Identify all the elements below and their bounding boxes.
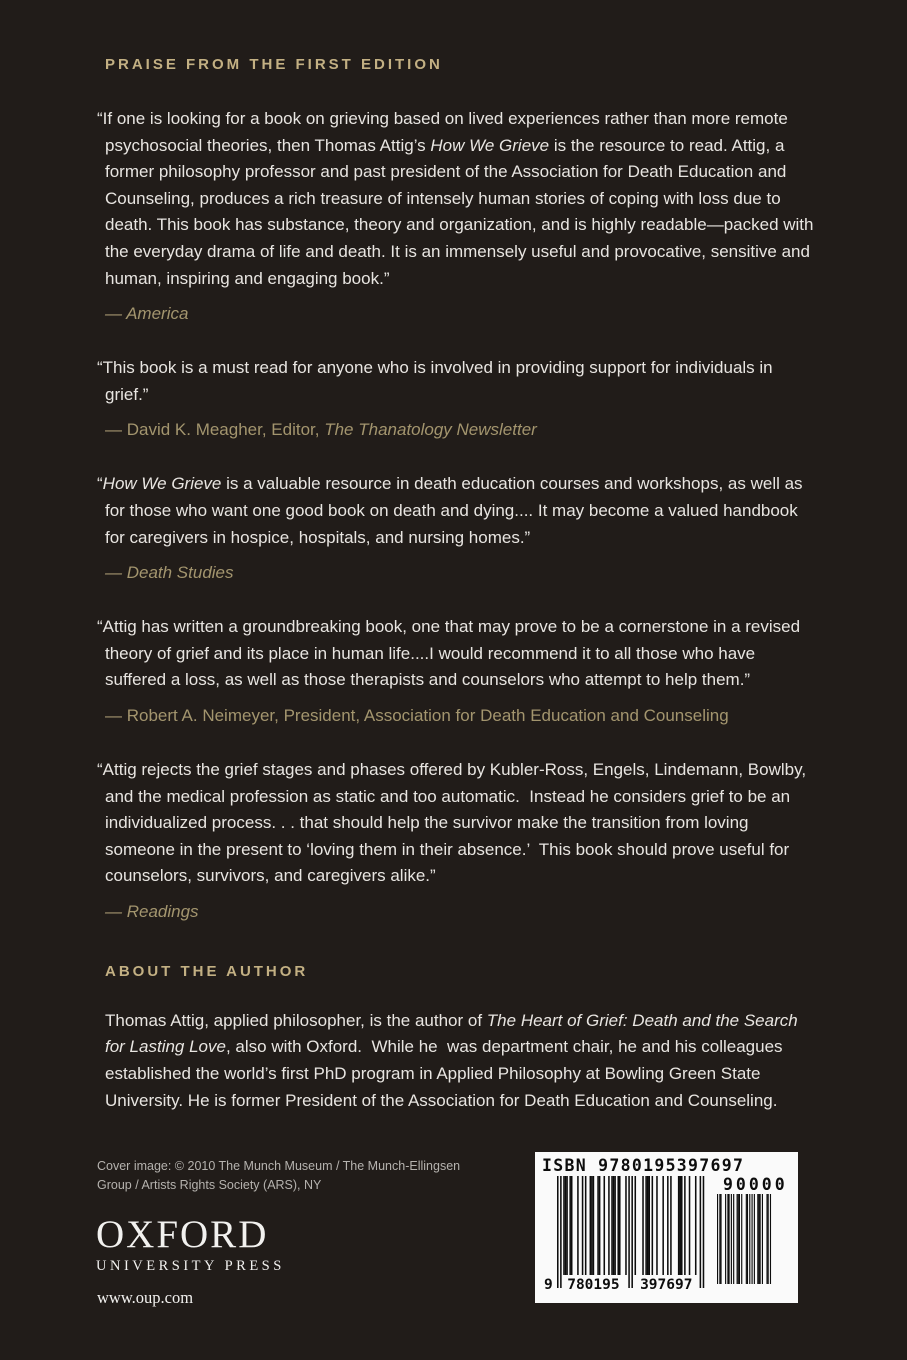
svg-text:397697: 397697 [640,1277,693,1292]
barcode-panel [535,1152,798,1303]
quote-paragraph: “If one is looking for a book on grieving based on lived experiences rather than more remote psychosocial theories, then Thomas Attig’s How We Grieve is the resource to read. Attig, a former philosophy professor and past president of the Association for Death Education and Counseling, produces a rich treasure of intensely human stories of coping with loss due to death. This book has substance, theory and organization, and is highly readable—packed with the everyday drama of life and death. It is an immensely useful and provocative, sensitive and human, inspiring and engaging book.” [97,109,819,288]
quote-paragraph: “Attig rejects the grief stages and phases offered by Kubler-Ross, Engels, Lindemann, Bowlby, and the medical profession as static and too automatic. Instead he considers grief to be an individualized process. . . that should help the survivor make the transition from loving someone in the present to ‘loving them in their absence.’ This book should prove useful for counselors, survivors, and caregivers alike.” [97,759,811,886]
isbn-label: ISBN 9780195397697 [542,1156,745,1175]
author-bio: Thomas Attig, applied philosopher, is the author of The Heart of Grief: Death and the Search for Lasting Love, also with Oxford. While he was department chair, he and his colleagues established the world’s first PhD program in Applied Philosophy at Bowling Green State University. He is former President of the Association for Death Education and Counseling. [105,1010,803,1110]
svg-text:9: 9 [544,1277,553,1292]
cover-credit-line2: Group / Artists Rights Society (ARS), NY [97,1178,322,1192]
ean5-supplement-barcode [717,1194,773,1286]
website-url: www.oup.com [97,1288,194,1307]
cover-credit-line1: Cover image: © 2010 The Munch Museum / The Munch-Ellingsen [97,1159,461,1173]
publisher-subtitle: UNIVERSITY PRESS [96,1258,285,1274]
quote-paragraph: “Attig has written a groundbreaking book, one that may prove to be a cornerstone in a revised theory of grief and its place in human life....I would recommend it to all those who have suffered a loss, as well as those therapists and counselors who attempt to help them.” [97,617,805,690]
about-the-author-heading: ABOUT THE AUTHOR [105,962,309,980]
quote-attribution: — America [105,304,189,324]
quote-paragraph: “How We Grieve is a valuable resource in death education courses and workshops, as well as for those who want one good book on death and dying.... It may become a valued handbook for caregivers in hospice, hospitals, and nursing homes.” [97,474,808,547]
back-cover-content [97,56,819,1114]
quote-attribution: — Death Studies [105,563,234,583]
praise-heading: PRAISE FROM THE FIRST EDITION [105,56,443,73]
quote-attribution: — Readings [105,901,199,921]
quote-attribution: — David K. Meagher, Editor, The Thanatology Newsletter [105,420,537,440]
svg-text:780195: 780195 [567,1277,620,1292]
quote-attribution: — Robert A. Neimeyer, President, Association for Death Education and Counseling [105,705,729,725]
cover-image-credit [97,1157,460,1195]
oxford-logo [96,1213,285,1275]
ean13-barcode [543,1176,713,1292]
price-code: 90000 [723,1175,788,1194]
publisher-name: OXFORD [96,1213,269,1256]
quote-paragraph: “This book is a must read for anyone who is involved in providing support for individuals in grief.” [97,358,778,404]
